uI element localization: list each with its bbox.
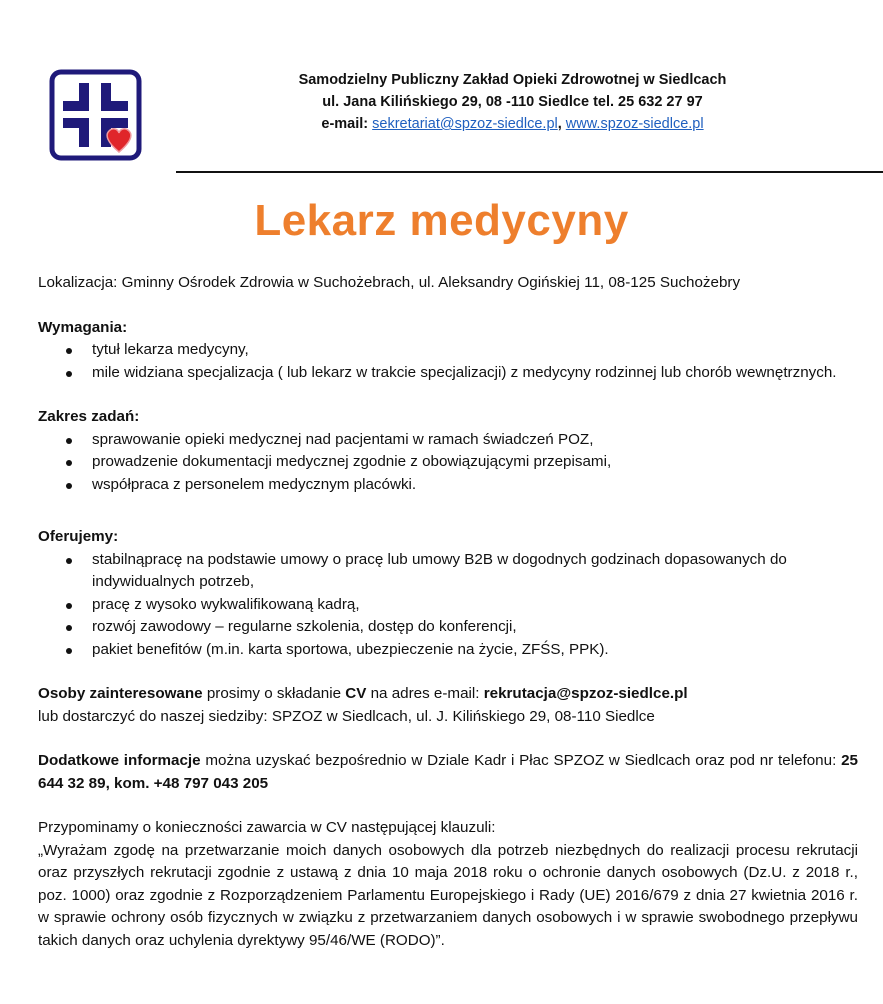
list-item: sprawowanie opieki medycznej nad pacjentami w ramach świadczeń POZ,: [38, 429, 858, 452]
medical-cross-heart-logo-icon: [49, 69, 142, 161]
location-line: Lokalizacja: Gminny Ośrodek Zdrowia w Suchożebrach, ul. Aleksandry Ogińskiej 11, 08-125 Suchożebry: [38, 274, 741, 291]
org-name: Samodzielny Publiczny Zakład Opieki Zdrowotnej w Siedlcach: [298, 72, 727, 88]
list-item: współpraca z personelem medycznym placówki.: [38, 474, 858, 497]
offer-heading: Oferujemy:: [38, 528, 119, 545]
job-posting-body: [38, 272, 858, 952]
contact-phones: 25 644 32 89, kom. +48 797 043 205: [38, 752, 858, 792]
requirements-list: [38, 339, 858, 384]
list-item: pakiet benefitów (m.in. karta sportowa, ubezpieczenie na życie, ZFŚS, PPK).: [38, 639, 858, 662]
email-label: e-mail:: [321, 116, 369, 132]
list-item: stabilnąpracę na podstawie umowy o pracę lub umowy B2B w dogodnych godzinach dopasowanych do indywidualnych potrzeb,: [38, 549, 858, 594]
recruitment-email[interactable]: rekrutacja@spzoz-siedlce.pl: [483, 685, 688, 702]
page-title: Lekarz medycyny: [254, 196, 629, 245]
apply-instructions: Osoby zainteresowane prosimy o składanie CV na adres e-mail: rekrutacja@spzoz-siedlce.pl: [38, 685, 688, 702]
list-item: pracę z wysoko wykwalifikowaną kadrą,: [38, 594, 858, 617]
gdpr-clause: „Wyrażam zgodę na przetwarzanie moich danych osobowych dla potrzeb niezbędnych do realizacji procesu rekrutacji oraz przyszłych rekrutacji zgodnie z ustawą z dnia 10 maja 2018 roku o ochronie danych osobowych (Dz.U. z 2018 r., poz. 1000) oraz zgodnie z Rozporządzeniem Parlamentu Europejskiego i Rady (UE) 2016/679 z dnia 27 kwietnia 2016 r. w sprawie ochrony osób fizycznych w związku z przetwarzaniem danych osobowych i w sprawie swobodnego przepływu takich danych oraz uchylenia dyrektywy 95/46/WE (RODO)”.: [38, 841, 858, 949]
list-item: prowadzenie dokumentacji medycznej zgodnie z obowiązującymi przepisami,: [38, 451, 858, 474]
apply-address: lub dostarczyć do naszej siedziby: SPZOZ w Siedlcach, ul. J. Kilińskiego 29, 08-110 Siedlce: [38, 707, 655, 725]
email-link[interactable]: sekretariat@spzoz-siedlce.pl: [372, 116, 558, 132]
organization-header: [240, 69, 785, 135]
apply-bold-lead: Osoby zainteresowane: [38, 685, 203, 702]
duties-list: [38, 429, 858, 497]
list-item: mile widziana specjalizacja ( lub lekarz w trakcie specjalizacji) z medycyny rodzinnej lub chorób wewnętrznych.: [38, 362, 858, 385]
duties-heading: Zakres zadań:: [38, 408, 140, 425]
org-contact: [240, 113, 785, 135]
requirements-heading: Wymagania:: [38, 318, 128, 336]
list-item: rozwój zawodowy – regularne szkolenia, dostęp do konferencji,: [38, 616, 858, 639]
header-divider: [176, 171, 883, 173]
additional-info: Dodatkowe informacje można uzyskać bezpośrednio w Dziale Kadr i Płac SPZOZ w Siedlcach oraz pod nr telefonu: 25 644 32 89, kom. +48 797 043 205: [38, 752, 858, 792]
org-address: ul. Jana Kilińskiego 29, 08 -110 Siedlce tel. 25 632 27 97: [322, 94, 703, 110]
offer-list: [38, 549, 858, 662]
list-item: tytuł lekarza medycyny,: [38, 339, 858, 362]
clause-intro: Przypominamy o konieczności zawarcia w CV następującej klauzuli:: [38, 819, 496, 836]
separator: ,: [557, 116, 562, 132]
website-link[interactable]: www.spzoz-siedlce.pl: [565, 116, 704, 132]
